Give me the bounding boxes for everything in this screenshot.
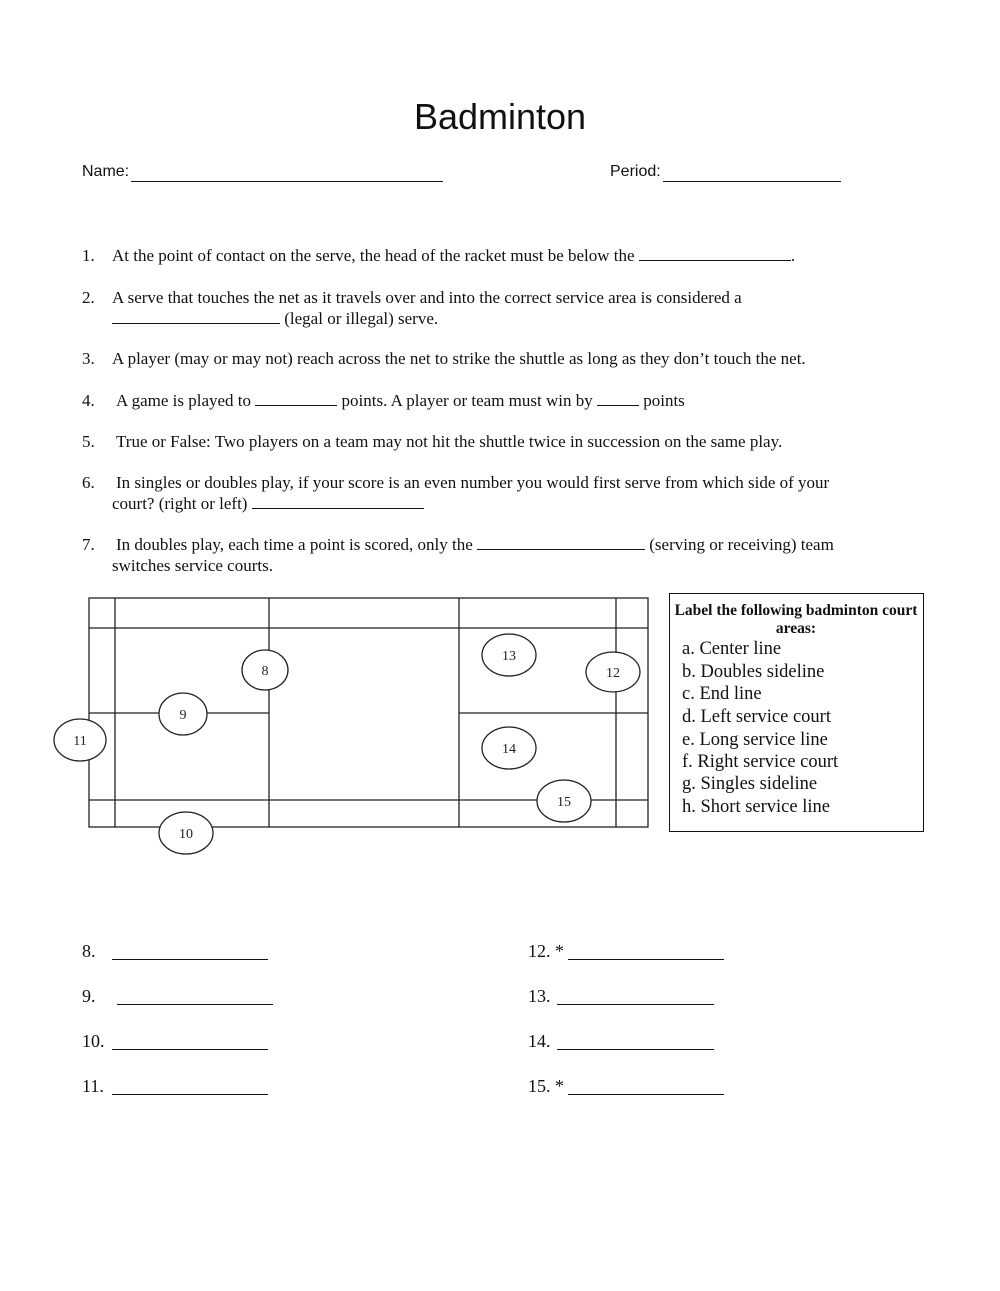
question-text: At the point of contact on the serve, the head of the racket must be below the . bbox=[112, 246, 796, 265]
area-item: f. Right service court bbox=[682, 752, 839, 772]
question-number: 1. bbox=[82, 246, 95, 265]
area-item: c. End line bbox=[682, 684, 762, 704]
area-item: e. Long service line bbox=[682, 730, 828, 750]
answer-number: 9. bbox=[82, 986, 96, 1006]
court-marker-10 bbox=[159, 812, 213, 854]
marker-label: 12 bbox=[606, 666, 620, 681]
name-label: Name: bbox=[82, 163, 130, 180]
question-number: 5. bbox=[82, 432, 95, 451]
court-marker-15 bbox=[537, 780, 591, 822]
label-box bbox=[669, 593, 924, 832]
court-marker-12 bbox=[586, 652, 640, 692]
answer-number: 8. bbox=[82, 941, 96, 961]
question-text-line2: court? (right or left) bbox=[112, 493, 424, 514]
answer-8-field[interactable] bbox=[112, 944, 268, 960]
marker-label: 14 bbox=[502, 742, 516, 757]
area-item: g. Singles sideline bbox=[682, 774, 818, 794]
question-number: 4. bbox=[82, 391, 95, 410]
marker-label: 13 bbox=[502, 649, 516, 664]
answer-12-field[interactable] bbox=[568, 944, 724, 960]
court-marker-8 bbox=[242, 650, 288, 690]
answer-number: 14. bbox=[528, 1031, 551, 1051]
question-number: 3. bbox=[82, 349, 95, 368]
page-title: Badminton bbox=[413, 96, 587, 137]
answer-number: 10. bbox=[82, 1031, 105, 1051]
answer-number: 12. * bbox=[528, 941, 564, 961]
area-item: a. Center line bbox=[682, 639, 782, 659]
answer-15-field[interactable] bbox=[568, 1079, 724, 1095]
question-text: A game is played to points. A player or team must win by points bbox=[116, 391, 685, 410]
marker-label: 10 bbox=[179, 827, 193, 842]
question-text: In singles or doubles play, if your score is an even number you would first serve from which side of your bbox=[116, 473, 830, 492]
answer-number: 15. * bbox=[528, 1076, 564, 1096]
marker-label: 9 bbox=[179, 708, 187, 723]
question-text: True or False: Two players on a team may not hit the shuttle twice in succession on the same play. bbox=[116, 432, 783, 451]
question-text: A serve that touches the net as it travels over and into the correct service area is considered a bbox=[112, 288, 742, 307]
area-item: d. Left service court bbox=[682, 707, 831, 727]
marker-label: 15 bbox=[557, 795, 571, 810]
label-box-title: Label the following badminton court areas: bbox=[674, 602, 918, 637]
area-item: h. Short service line bbox=[682, 797, 830, 817]
period-label: Period: bbox=[610, 163, 661, 180]
marker-label: 11 bbox=[73, 734, 87, 749]
area-item: b. Doubles sideline bbox=[682, 662, 825, 682]
marker-label: 8 bbox=[261, 664, 269, 679]
court-marker-14 bbox=[482, 727, 536, 769]
answer-number: 13. bbox=[528, 986, 551, 1006]
question-number: 7. bbox=[82, 535, 95, 554]
question-text: In doubles play, each time a point is scored, only the (serving or receiving) team bbox=[116, 535, 834, 554]
answer-11-field[interactable] bbox=[112, 1079, 268, 1095]
answer-10-field[interactable] bbox=[112, 1034, 268, 1050]
question-number: 6. bbox=[82, 473, 95, 492]
court-marker-11 bbox=[54, 719, 106, 761]
court-marker-13 bbox=[482, 634, 536, 676]
answer-number: 11. bbox=[82, 1076, 104, 1096]
question-text: A player (may or may not) reach across the net to strike the shuttle as long as they don’t touch the net. bbox=[112, 349, 806, 368]
answer-14-field[interactable] bbox=[557, 1034, 714, 1050]
answer-13-field[interactable] bbox=[557, 989, 714, 1005]
answer-9-field[interactable] bbox=[117, 989, 273, 1005]
question-text-line2: switches service courts. bbox=[112, 556, 273, 575]
question-text-line2: (legal or illegal) serve. bbox=[112, 308, 438, 329]
question-number: 2. bbox=[82, 288, 95, 307]
court-marker-9 bbox=[159, 693, 207, 735]
